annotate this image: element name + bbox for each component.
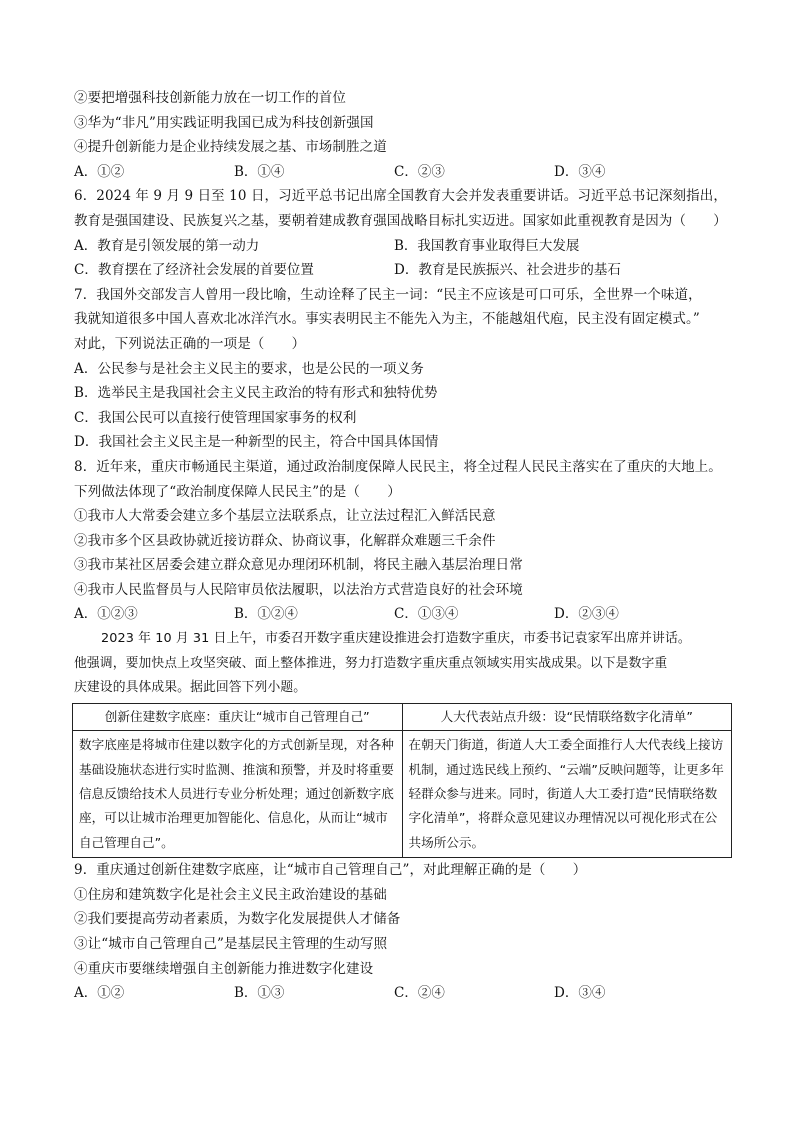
q6-option-c[interactable]: C．教育摆在了经济社会发展的首要位置 xyxy=(74,262,314,279)
material-line-3: 庆建设的具体成果。据此回答下列小题。 xyxy=(74,680,307,696)
q8-stem-line-2: 下列做法体现了“政治制度保障人民民主”的是（ ） xyxy=(74,483,401,500)
q7-stem-line-1: 7．我国外交部发言人曾用一段比喻，生动诠释了民主一词：“民主不应该是可口可乐，全世界一个味道， xyxy=(74,286,702,303)
material-line-1: 2023 年 10 月 31 日上午，市委召开数字重庆建设推进会打造数字重庆，市委书记袁家军出席并讲话。 xyxy=(101,631,691,647)
table-body-right: 在朝天门街道，街道人大工委全面推行人大代表线上接访机制，通过选民线上预约、“云端”反映问题等，让更多年轻群众参与进来。同时，街道人大工委打造“民情联络数字化清单”，将群众意见建议办理情况以可视化形式在公共场所公示。 xyxy=(402,731,732,858)
q5-option-d[interactable]: D．③④ xyxy=(554,163,606,180)
q9-item-4: ④重庆市要继续增强自主创新能力推进数字化建设 xyxy=(74,960,374,977)
q9-item-1: ①住房和建筑数字化是社会主义民主政治建设的基础 xyxy=(74,886,387,903)
q8-option-a[interactable]: A．①②③ xyxy=(74,606,138,623)
q5-option-c[interactable]: C．②③ xyxy=(394,163,445,180)
q8-stem-line-1: 8．近年来，重庆市畅通民主渠道，通过政治制度保障人民民主，将全过程人民民主落实在了重庆的大地上。 xyxy=(74,458,722,475)
q6-options-row-1 xyxy=(74,234,732,259)
q9-option-a[interactable]: A．①② xyxy=(74,985,125,1002)
q6-stem-line-1: 6．2024 年 9 月 9 日至 10 日，习近平总书记出席全国教育大会并发表重要讲话。习近平总书记深刻指出， xyxy=(74,188,727,205)
q5-item-4: ④提升创新能力是企业持续发展之基、市场制胜之道 xyxy=(74,139,387,156)
q7-option-b[interactable]: B．选举民主是我国社会主义民主政治的特有形式和独特优势 xyxy=(74,385,438,402)
q5-option-a[interactable]: A．①② xyxy=(74,163,125,180)
q5-options xyxy=(74,160,732,185)
q8-item-3: ③我市某社区居委会建立群众意见办理闭环机制，将民主融入基层治理日常 xyxy=(74,557,523,574)
q6-option-b[interactable]: B．我国教育事业取得巨大发展 xyxy=(394,237,580,254)
q8-options xyxy=(74,602,732,627)
material-line-2: 他强调，要加快点上攻坚突破、面上整体推进，努力打造数字重庆重点领域实用实战成果。以下是数字重 xyxy=(74,655,668,671)
q9-option-b[interactable]: B．①③ xyxy=(234,985,285,1002)
q8-option-c[interactable]: C．①③④ xyxy=(394,606,459,623)
q9-item-3: ③让“城市自己管理自己”是基层民主管理的生动写照 xyxy=(74,936,388,953)
q8-option-d[interactable]: D．②③④ xyxy=(554,606,619,623)
q6-option-a[interactable]: A．教育是引领发展的第一动力 xyxy=(74,237,260,254)
q6-options-row-2 xyxy=(74,258,732,283)
q9-option-d[interactable]: D．③④ xyxy=(554,985,606,1002)
table-body-left: 数字底座是将城市住建以数字化的方式创新呈现，对各种基础设施状态进行实时监测、推演和预警，并及时将重要信息反馈给技术人员进行专业分析处理；通过创新数字底座，可以让城市治理更加智能化、信息化，从而让“城市自己管理自己”。 xyxy=(73,731,403,858)
q7-stem-line-2: 我就知道很多中国人喜欢北冰洋汽水。事实表明民主不能先入为主，不能越俎代庖，民主没有固定模式。” xyxy=(74,311,700,328)
q7-option-a[interactable]: A．公民参与是社会主义民主的要求，也是公民的一项义务 xyxy=(74,360,424,377)
q9-option-c[interactable]: C．②④ xyxy=(394,985,445,1002)
q9-stem: 9．重庆通过创新住建数字底座，让“城市自己管理自己”，对此理解正确的是（ ） xyxy=(74,862,587,879)
q8-option-b[interactable]: B．①②④ xyxy=(234,606,298,623)
q8-item-1: ①我市人大常委会建立多个基层立法联系点，让立法过程汇入鲜活民意 xyxy=(74,508,496,525)
q6-option-d[interactable]: D．教育是民族振兴、社会进步的基石 xyxy=(394,262,621,279)
q5-item-2: ②要把增强科技创新能力放在一切工作的首位 xyxy=(74,90,346,106)
table-head-left: 创新住建数字底座：重庆让“城市自己管理自己” xyxy=(73,703,403,730)
q7-stem-line-3: 对此，下列说法正确的一项是（ ） xyxy=(74,335,306,352)
table-head-right: 人大代表站点升级：设“民情联络数字化清单” xyxy=(402,703,732,730)
q9-options xyxy=(74,981,732,1006)
q5-item-3: ③华为“非凡”用实践证明我国已成为科技创新强国 xyxy=(74,114,374,131)
material-table xyxy=(72,703,732,858)
q7-option-c[interactable]: C．我国公民可以直接行使管理国家事务的权利 xyxy=(74,409,357,426)
q7-option-d[interactable]: D．我国社会主义民主是一种新型的民主，符合中国具体国情 xyxy=(74,434,439,451)
q8-item-4: ④我市人民监督员与人民陪审员依法履职，以法治方式营造良好的社会环境 xyxy=(74,581,523,598)
q9-item-2: ②我们要提高劳动者素质，为数字化发展提供人才储备 xyxy=(74,911,401,928)
q5-option-b[interactable]: B．①④ xyxy=(234,163,285,180)
q8-item-2: ②我市多个区县政协就近接访群众、协商议事，化解群众难题三千余件 xyxy=(74,532,496,549)
exam-page xyxy=(74,86,732,1006)
q6-stem-line-2: 教育是强国建设、民族复兴之基，要朝着建成教育强国战略目标扎实迈进。国家如此重视教育是因为（ ） xyxy=(74,212,727,229)
